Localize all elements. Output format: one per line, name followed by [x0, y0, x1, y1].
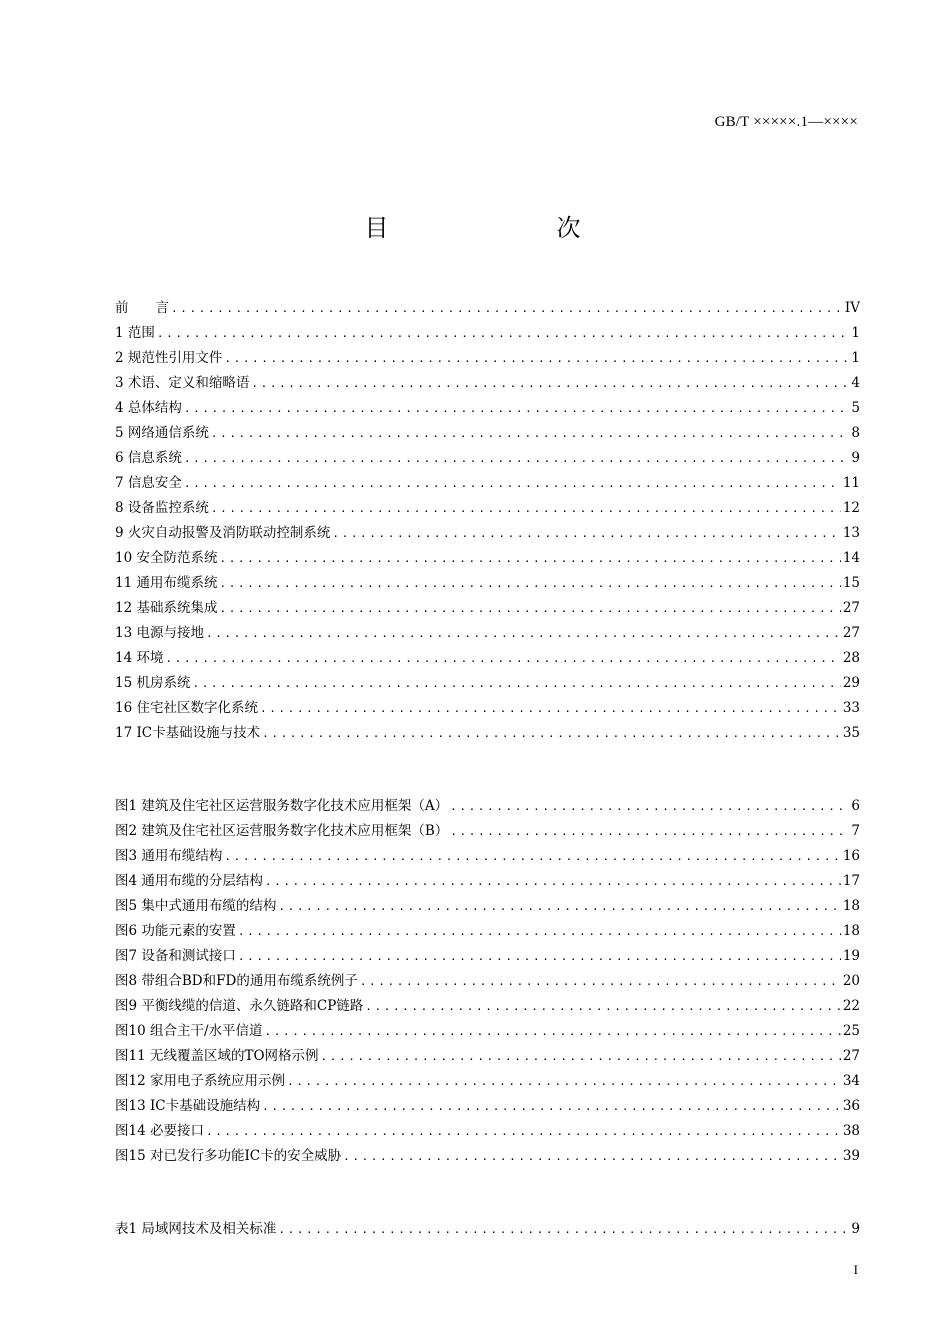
dot-leader [278, 1223, 849, 1236]
toc-entry-page: IV [844, 300, 860, 316]
toc-entry-page: 18 [842, 898, 860, 914]
toc-entry-chapter[interactable] [115, 321, 860, 346]
toc-entry-page: 1 [851, 350, 860, 366]
dot-leader [360, 975, 841, 988]
toc-entry-label: 图6 功能元素的安置 [115, 923, 236, 939]
toc-entry-page: 8 [851, 425, 860, 441]
toc-entry-page: 27 [842, 600, 860, 616]
toc-entry-label: 14 环境 [115, 650, 164, 666]
toc-entry-page: 1 [851, 325, 860, 341]
dot-leader [450, 800, 849, 813]
toc-entry-label: 图8 带组合BD和FD的通用布缆系统例子 [115, 973, 358, 989]
toc-entry-chapter[interactable] [115, 521, 860, 546]
dot-leader [287, 1075, 841, 1088]
toc-entry-figure[interactable] [115, 1069, 860, 1094]
toc-entry-label: 16 住宅社区数字化系统 [115, 700, 258, 716]
toc-entry-label: 3 术语、定义和缩略语 [115, 375, 250, 391]
toc-entry-page: 28 [842, 650, 860, 666]
dot-leader [206, 627, 841, 640]
toc-entry-page: 7 [851, 823, 860, 839]
toc-entry-label: 13 电源与接地 [115, 625, 204, 641]
toc-entry-page: 27 [842, 625, 860, 641]
dot-leader [262, 1100, 841, 1113]
dot-leader [206, 1125, 841, 1138]
toc-entry-chapter[interactable] [115, 496, 860, 521]
toc-entry-label: 2 规范性引用文件 [115, 350, 223, 366]
toc-entry-label: 图2 建筑及住宅社区运营服务数字化技术应用框架（B） [115, 823, 449, 839]
toc-entry-page: 20 [842, 973, 860, 989]
toc-entry-figure[interactable] [115, 944, 860, 969]
toc-entry-label: 表1 局域网技术及相关标准 [115, 1221, 277, 1237]
dot-leader [278, 900, 840, 913]
dot-leader [211, 427, 850, 440]
toc-entry-label: 7 信息安全 [115, 475, 182, 491]
toc-entry-table[interactable] [115, 1217, 860, 1242]
toc-entry-label: 图5 集中式通用布缆的结构 [115, 898, 277, 914]
toc-entry-label: 17 IC卡基础设施与技术 [115, 725, 261, 741]
toc-entry-label: 10 安全防范系统 [115, 550, 218, 566]
toc-entry-chapter[interactable] [115, 621, 860, 646]
dot-leader [262, 727, 841, 740]
toc-entry-label: 图13 IC卡基础设施结构 [115, 1098, 261, 1114]
dot-leader [192, 677, 840, 690]
toc-entry-page: 34 [842, 1073, 860, 1089]
dot-leader [265, 1025, 841, 1038]
toc-entry-label: 12 基础系统集成 [115, 600, 218, 616]
dot-leader [343, 1150, 841, 1163]
dot-leader [211, 502, 841, 515]
toc-entry-figure[interactable] [115, 819, 860, 844]
dot-leader [265, 875, 841, 888]
dot-leader [238, 925, 841, 938]
toc-entry-label: 1 范围 [115, 325, 155, 341]
toc-entry-label: 图4 通用布缆的分层结构 [115, 873, 263, 889]
dot-leader [224, 352, 849, 365]
toc-entry-label: 图14 必要接口 [115, 1123, 204, 1139]
toc-figures [115, 794, 860, 1169]
dot-leader [332, 527, 840, 540]
toc-entry-page: 17 [842, 873, 860, 889]
toc-entry-chapter[interactable] [115, 371, 860, 396]
toc-entry-chapter[interactable] [115, 646, 860, 671]
toc-entry-chapter[interactable] [115, 471, 860, 496]
toc-entry-figure[interactable] [115, 894, 860, 919]
toc-entry-page: 13 [842, 525, 860, 541]
toc-entry-page: 6 [851, 798, 860, 814]
toc-entry-chapter[interactable] [115, 446, 860, 471]
toc-entry-label: 图1 建筑及住宅社区运营服务数字化技术应用框架（A） [115, 798, 449, 814]
dot-leader [251, 377, 849, 390]
dot-leader [219, 602, 840, 615]
page-title: 目 次 [364, 214, 621, 242]
dot-leader [171, 302, 843, 315]
toc-entry-label: 11 通用布缆系统 [115, 575, 218, 591]
toc-entry-label: 15 机房系统 [115, 675, 191, 691]
toc-entry-page: 36 [842, 1098, 860, 1114]
dot-leader [365, 1000, 841, 1013]
toc-entry-label: 前 言 [115, 300, 169, 316]
dot-leader [224, 850, 840, 863]
dot-leader [184, 402, 850, 415]
toc-entry-figure[interactable] [115, 794, 860, 819]
toc-entry-page: 5 [851, 400, 860, 416]
toc-entry-chapter[interactable] [115, 596, 860, 621]
toc-entry-label: 图7 设备和测试接口 [115, 948, 236, 964]
toc-entry-chapter[interactable] [115, 696, 860, 721]
toc-entry-figure[interactable] [115, 969, 860, 994]
toc-entry-figure[interactable] [115, 919, 860, 944]
toc-entry-chapter[interactable] [115, 721, 860, 746]
toc-entry-chapter[interactable] [115, 421, 860, 446]
toc-entry-page: 18 [842, 923, 860, 939]
dot-leader [184, 452, 850, 465]
toc-entry-figure[interactable] [115, 1144, 860, 1169]
toc-entry-page: 25 [842, 1023, 860, 1039]
dot-leader [184, 477, 841, 490]
toc-entry-page: 4 [851, 375, 860, 391]
dot-leader [321, 1050, 841, 1063]
toc-entry-figure[interactable] [115, 1019, 860, 1044]
toc-entry-label: 图9 平衡线缆的信道、永久链路和CP链路 [115, 998, 364, 1014]
dot-leader [157, 327, 850, 340]
dot-leader [165, 652, 840, 665]
toc-entry-label: 9 火灾自动报警及消防联动控制系统 [115, 525, 331, 541]
toc-entry-page: 16 [842, 848, 860, 864]
toc-entry-page: 27 [842, 1048, 860, 1064]
toc-entry-page: 35 [842, 725, 860, 741]
toc-entry-foreword[interactable] [115, 296, 860, 321]
toc-entry-label: 图15 对已发行多功能IC卡的安全威胁 [115, 1148, 342, 1164]
toc-entry-figure[interactable] [115, 844, 860, 869]
toc-entry-page: 12 [842, 500, 860, 516]
toc-entry-page: 22 [842, 998, 860, 1014]
dot-leader [260, 702, 841, 715]
toc-entry-page: 39 [842, 1148, 860, 1164]
toc-entry-label: 图11 无线覆盖区域的TO网格示例 [115, 1048, 319, 1064]
toc-entry-chapter[interactable] [115, 396, 860, 421]
toc-entry-page: 14 [842, 550, 860, 566]
toc-entry-page: 9 [851, 1221, 860, 1237]
toc-entry-figure[interactable] [115, 1044, 860, 1069]
toc-entry-chapter[interactable] [115, 671, 860, 696]
toc-entry-figure[interactable] [115, 1119, 860, 1144]
toc-entry-label: 8 设备监控系统 [115, 500, 209, 516]
toc-tables [115, 1217, 860, 1242]
dot-leader [450, 825, 849, 838]
toc-entry-label: 图3 通用布缆结构 [115, 848, 223, 864]
standard-code: GB/T ×××××.1—×××× [714, 114, 858, 130]
dot-leader [238, 950, 841, 963]
toc-entry-figure[interactable] [115, 1094, 860, 1119]
toc-entry-page: 15 [842, 575, 860, 591]
toc-entry-chapter[interactable] [115, 546, 860, 571]
toc-entry-label: 图12 家用电子系统应用示例 [115, 1073, 285, 1089]
toc-entry-page: 33 [842, 700, 860, 716]
toc-entry-label: 6 信息系统 [115, 450, 182, 466]
dot-leader [219, 577, 840, 590]
toc-entry-page: 38 [842, 1123, 860, 1139]
footer-page-number: I [853, 1262, 858, 1277]
toc-entry-chapter[interactable] [115, 571, 860, 596]
toc-entry-figure[interactable] [115, 869, 860, 894]
toc-entry-label: 5 网络通信系统 [115, 425, 209, 441]
toc-entry-label: 4 总体结构 [115, 400, 182, 416]
toc-entry-chapter[interactable] [115, 346, 860, 371]
toc-entry-page: 29 [842, 675, 860, 691]
toc-entry-label: 图10 组合主干/水平信道 [115, 1023, 263, 1039]
dot-leader [219, 552, 840, 565]
toc-entry-page: 19 [842, 948, 860, 964]
toc-chapters [115, 296, 860, 746]
toc-entry-figure[interactable] [115, 994, 860, 1019]
toc-entry-page: 11 [842, 475, 860, 491]
toc-entry-page: 9 [851, 450, 860, 466]
